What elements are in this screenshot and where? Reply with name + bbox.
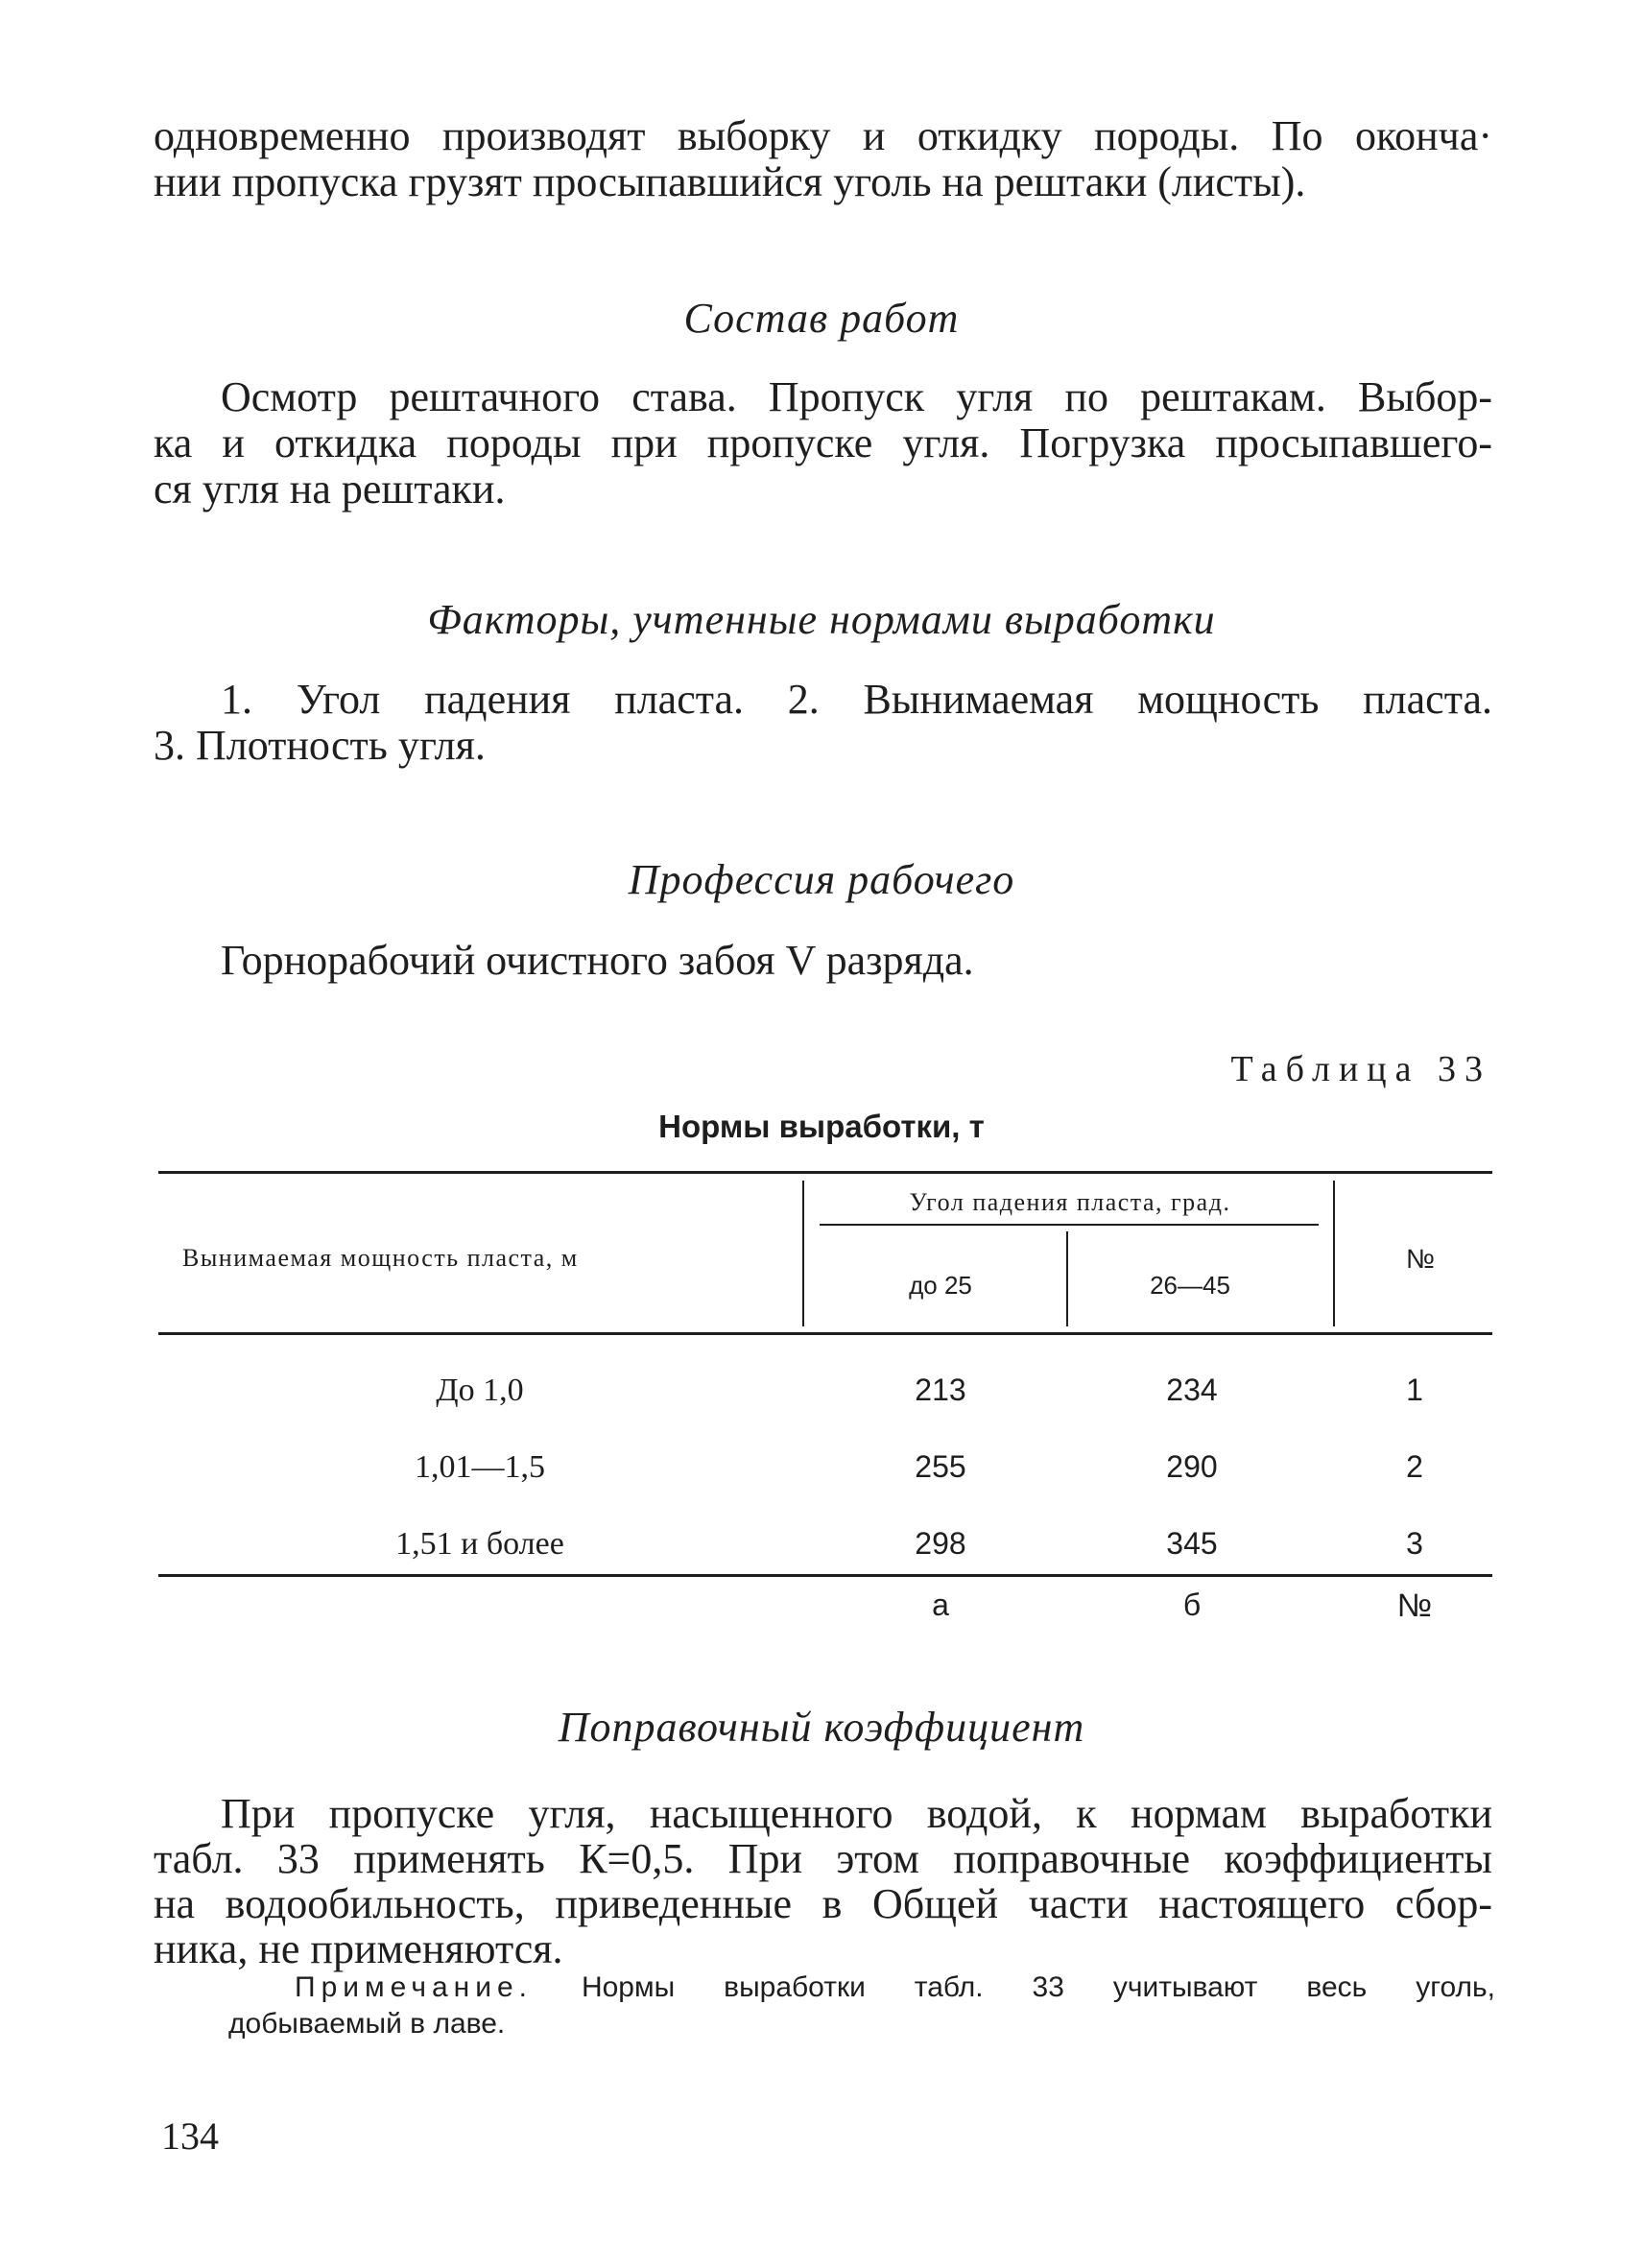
factors-heading: Факторы, учтенные нормами выработки [427,596,1216,643]
row-label: 1,01—1,5 [415,1449,545,1485]
cell-b: 345 [1166,1526,1218,1561]
cell-b: 290 [1166,1449,1218,1484]
intro-line-2: нии пропуска грузят просыпавшийся уголь на рештаки (листы). [154,158,1306,205]
composition-line-1: Осмотр рештачного става. Пропуск угля по рештакам. Выбор- [221,373,1492,420]
factors-line-1: 1. Угол падения пласта. 2. Вынимаемая мощность пласта. [221,676,1492,723]
header-divider-3 [1333,1181,1335,1326]
footer-a: а [932,1588,949,1622]
factors-paragraph [154,677,1492,769]
col-no-header: № [1405,1244,1436,1274]
row-header: Вынимаемая мощность пласта, м [182,1244,579,1272]
cell-no: 3 [1406,1526,1423,1561]
page-number: 134 [161,2114,219,2158]
group-header: Угол падения пласта, град. [909,1188,1231,1216]
profession-line-1: Горнорабочий очистного забоя V разряда. [221,937,974,984]
cell-a: 298 [915,1526,966,1561]
correction-paragraph [154,1791,1492,1971]
composition-line-2: ка и откидка породы при пропуске угля. Погрузка просыпавшего- [154,419,1492,466]
correction-line-4: ника, не применяются. [154,1925,563,1972]
table-title: Нормы выработки, т [658,1109,985,1144]
profession-heading: Профессия рабочего [628,856,1015,903]
col-a-header: до 25 [909,1271,972,1300]
footnote-text: Нормы выработки табл. 33 учитывают весь уголь, [581,1971,1495,2003]
row-label: До 1,0 [436,1373,524,1408]
header-bottom-rule [158,1332,1492,1335]
profession-paragraph [154,938,1492,984]
correction-line-3: на водообильность, приведенные в Общей части настоящего сбор- [154,1880,1492,1927]
cell-a: 255 [915,1449,966,1484]
correction-line-1: При пропуске угля, насыщенного водой, к нормам выработки [221,1790,1492,1837]
composition-line-3: ся угля на рештаки. [154,466,506,513]
table-number: Таблица 33 [1230,1049,1491,1089]
correction-line-2: табл. 33 применять К=0,5. При этом поправочные коэффициенты [154,1835,1492,1882]
footer-no: № [1396,1588,1433,1624]
col-b-header: 26—45 [1150,1271,1230,1300]
table-bottom-rule [158,1574,1492,1577]
group-header-rule [820,1224,1319,1226]
intro-paragraph [154,113,1492,205]
composition-paragraph [154,374,1492,513]
factors-line-2: 3. Плотность угля. [154,722,486,769]
row-label: 1,51 и более [395,1526,564,1562]
table-top-rule [158,1171,1492,1174]
footnote-line-1 [295,1970,1495,2006]
cell-a: 213 [915,1373,966,1407]
cell-no: 2 [1406,1449,1423,1484]
footnote [228,1970,1495,2042]
correction-heading: Поправочный коэффициент [558,1704,1085,1751]
composition-heading: Состав работ [683,295,960,342]
cell-no: 1 [1406,1373,1423,1407]
footer-b: б [1182,1588,1202,1622]
footnote-label: Примечание. [295,1971,533,2003]
cell-b: 234 [1166,1373,1218,1407]
header-divider-1 [802,1181,804,1326]
footnote-line-2: добываемый в лаве. [228,2008,506,2040]
header-divider-2 [1066,1231,1068,1326]
intro-line-1: одновременно производят выборку и откидку породы. По оконча· [154,112,1492,159]
